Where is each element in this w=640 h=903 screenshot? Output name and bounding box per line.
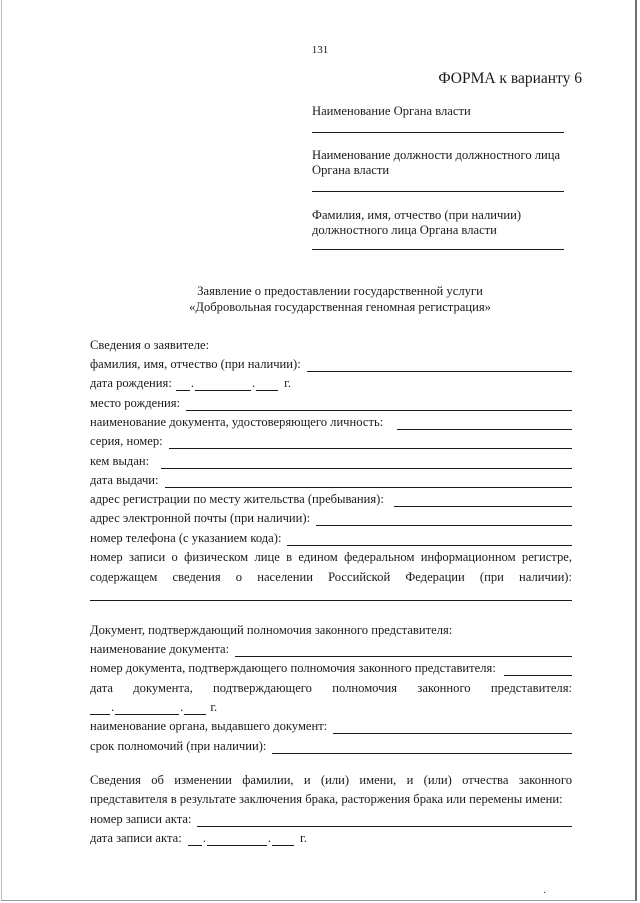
series-number-field[interactable] <box>169 436 572 449</box>
act-month-field[interactable] <box>207 833 267 846</box>
representative-heading-row <box>90 622 572 638</box>
birth-year-field[interactable] <box>256 378 278 391</box>
issued-by-field[interactable] <box>161 456 572 469</box>
id-document-row <box>90 414 572 430</box>
act-year-field[interactable] <box>272 833 294 846</box>
issue-date-row <box>90 472 572 488</box>
issuing-body-field[interactable] <box>333 721 572 734</box>
email-label: адрес электронной почты (при наличии): <box>90 511 311 525</box>
id-document-label: наименование документа, удостоверяющего личность: <box>90 415 384 429</box>
rep-doc-number-label: номер документа, подтверждающего полномочия законного представителя: <box>90 661 496 675</box>
rep-doc-year-field[interactable] <box>184 702 206 715</box>
email-row <box>90 510 572 526</box>
birth-place-row <box>90 395 572 411</box>
birth-day-field[interactable] <box>176 378 190 391</box>
birth-date-label: дата рождения: <box>90 376 172 390</box>
page-number: 131 <box>311 44 329 56</box>
form-title: ФОРМА к варианту 6 <box>438 70 582 87</box>
birth-date-row <box>90 375 572 391</box>
rep-doc-date-field[interactable]: . . г. <box>90 700 217 715</box>
issuing-body-row <box>90 718 572 734</box>
rep-doc-name-row <box>90 641 572 657</box>
phone-label: номер телефона (с указанием кода): <box>90 531 282 545</box>
official-position-field[interactable] <box>312 191 564 192</box>
statement-title-line1: Заявление о предоставлении государственной услуги <box>197 284 483 298</box>
act-date-field[interactable]: . . г. <box>188 831 307 846</box>
series-number-label: серия, номер: <box>90 434 163 448</box>
email-field[interactable] <box>316 513 572 526</box>
registry-label-2: содержащем сведения о населении Российской Федерации (при наличии): <box>90 570 572 584</box>
rep-doc-month-field[interactable] <box>115 702 179 715</box>
issue-date-label: дата выдачи: <box>90 473 159 487</box>
rep-doc-number-field[interactable] <box>504 663 572 676</box>
validity-label: срок полномочий (при наличии): <box>90 739 267 753</box>
issue-date-field[interactable] <box>165 475 572 488</box>
authority-field[interactable] <box>312 132 564 133</box>
name-change-text-1: Сведения об изменении фамилии, и (или) имени, и (или) отчества законного <box>90 773 572 787</box>
official-name-label: Фамилия, имя, отчество (при наличии) должностного лица Органа власти <box>312 208 522 237</box>
birth-place-label: место рождения: <box>90 396 180 410</box>
reg-address-label: адрес регистрации по месту жительства (пребывания): <box>90 492 384 506</box>
representative-heading: Документ, подтверждающий полномочия законного представителя: <box>90 623 453 637</box>
full-name-label: фамилия, имя, отчество (при наличии): <box>90 357 301 371</box>
applicant-heading: Сведения о заявителе: <box>90 338 210 352</box>
act-number-field[interactable] <box>197 814 572 827</box>
name-change-row-1 <box>90 772 572 788</box>
id-document-field[interactable] <box>397 417 572 430</box>
authority-label: Наименование Органа власти <box>312 104 471 118</box>
rep-doc-name-label: наименование документа: <box>90 642 230 656</box>
registry-label-1: номер записи о физическом лице в едином федеральном информационном регистре, <box>90 550 572 564</box>
rep-doc-day-field[interactable] <box>90 702 110 715</box>
issued-by-row <box>90 453 572 469</box>
registry-row-1 <box>90 549 572 565</box>
registry-field[interactable] <box>90 600 572 601</box>
birth-month-field[interactable] <box>195 378 251 391</box>
act-day-field[interactable] <box>188 833 202 846</box>
act-date-label: дата записи акта: <box>90 831 182 845</box>
rep-doc-name-field[interactable] <box>235 644 572 657</box>
birth-place-field[interactable] <box>186 398 572 411</box>
applicant-full-name-row <box>90 356 572 372</box>
phone-field[interactable] <box>287 533 572 546</box>
act-date-row <box>90 830 572 846</box>
statement-title-line2: «Добровольная государственная геномная регистрация» <box>189 300 491 314</box>
validity-row <box>90 738 572 754</box>
series-number-row <box>90 433 572 449</box>
official-name-field[interactable] <box>312 249 564 250</box>
phone-row <box>90 530 572 546</box>
birth-date-field[interactable]: . . г. <box>176 376 291 391</box>
full-name-field[interactable] <box>307 359 572 372</box>
rep-doc-number-row <box>90 660 572 676</box>
name-change-row-2 <box>90 791 572 807</box>
name-change-text-2: представителя в результате заключения брака, расторжения брака или перемены имени: <box>90 792 563 806</box>
rep-doc-date-row <box>90 680 572 696</box>
rep-doc-date-label: дата документа, подтверждающего полномочия законного представителя: <box>90 681 572 695</box>
reg-address-field[interactable] <box>394 494 572 507</box>
official-position-label: Наименование должности должностного лица Органа власти <box>312 148 561 177</box>
issuing-body-label: наименование органа, выдавшего документ: <box>90 719 328 733</box>
rep-doc-date-value-row <box>90 699 572 715</box>
issued-by-label: кем выдан: <box>90 454 150 468</box>
page-border <box>1 0 637 901</box>
validity-field[interactable] <box>272 741 572 754</box>
scan-speck: · <box>543 888 547 899</box>
registry-row-2 <box>90 569 572 585</box>
reg-address-row <box>90 491 572 507</box>
act-number-row <box>90 811 572 827</box>
act-number-label: номер записи акта: <box>90 812 192 826</box>
